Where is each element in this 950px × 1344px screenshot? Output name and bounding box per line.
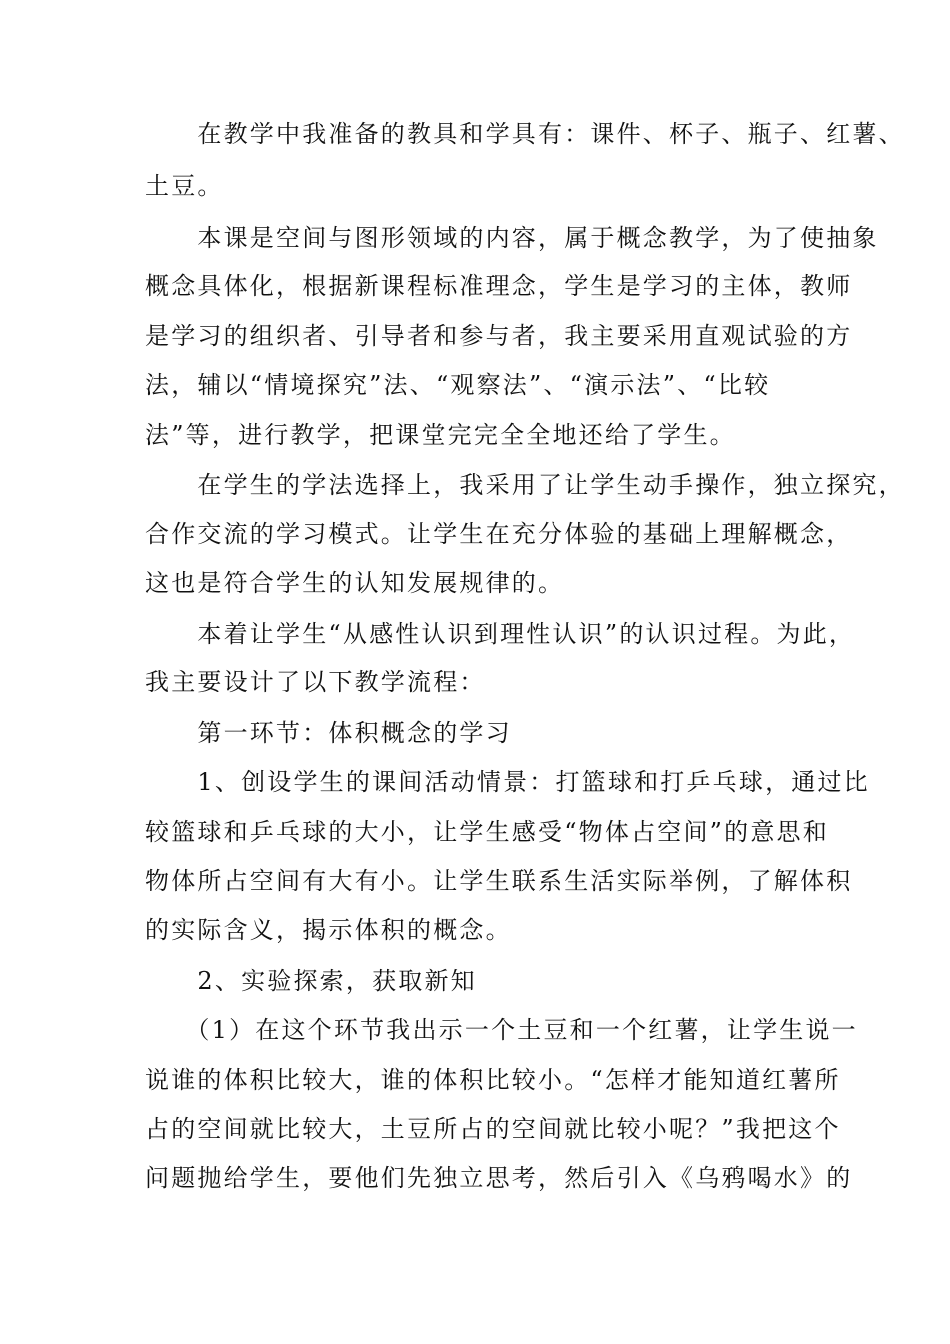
text-line-21: 占的空间就比较大，土豆所占的空间就比较小呢？”我把这个 xyxy=(145,1115,841,1143)
text-line-20: 说谁的体积比较大，谁的体积比较小。“怎样才能知道红薯所 xyxy=(145,1066,841,1094)
text-line-11: 本着让学生“从感性认识到理性认识”的认识过程。为此， xyxy=(145,620,856,648)
text-line-7: 法”等，进行教学，把课堂完完全全地还给了学生。 xyxy=(145,421,736,449)
text-line-10: 这也是符合学生的认知发展规律的。 xyxy=(145,569,565,597)
text-line-2: 土豆。 xyxy=(145,172,224,200)
text-line-18: 2、实验探索，获取新知 xyxy=(145,967,477,995)
text-line-6: 法，辅以“情境探究”法、“观察法”、“演示法”、“比较 xyxy=(145,371,771,399)
text-line-22: 问题抛给学生，要他们先独立思考，然后引入《乌鸦喝水》的 xyxy=(145,1164,853,1192)
text-line-16: 物体所占空间有大有小。让学生联系生活实际举例，了解体积 xyxy=(145,867,853,895)
text-line-13: 第一环节：体积概念的学习 xyxy=(145,719,512,747)
text-line-8: 在学生的学法选择上，我采用了让学生动手操作，独立探究， xyxy=(145,471,905,499)
text-line-4: 概念具体化，根据新课程标准理念，学生是学习的主体，教师 xyxy=(145,272,853,300)
text-line-15: 较篮球和乒乓球的大小，让学生感受“物体占空间”的意思和 xyxy=(145,818,829,846)
text-line-3: 本课是空间与图形领域的内容，属于概念教学，为了使抽象 xyxy=(145,224,879,252)
text-line-14: 1、创设学生的课间活动情景：打篮球和打乒乓球，通过比 xyxy=(145,768,870,796)
text-line-17: 的实际含义，揭示体积的概念。 xyxy=(145,916,512,944)
text-line-9: 合作交流的学习模式。让学生在充分体验的基础上理解概念， xyxy=(145,520,853,548)
text-line-5: 是学习的组织者、引导者和参与者，我主要采用直观试验的方 xyxy=(145,322,853,350)
text-line-1: 在教学中我准备的教具和学具有：课件、杯子、瓶子、红薯、 xyxy=(145,120,905,148)
text-line-12: 我主要设计了以下教学流程： xyxy=(145,668,486,696)
text-line-19: （1）在这个环节我出示一个土豆和一个红薯，让学生说一 xyxy=(145,1016,858,1044)
